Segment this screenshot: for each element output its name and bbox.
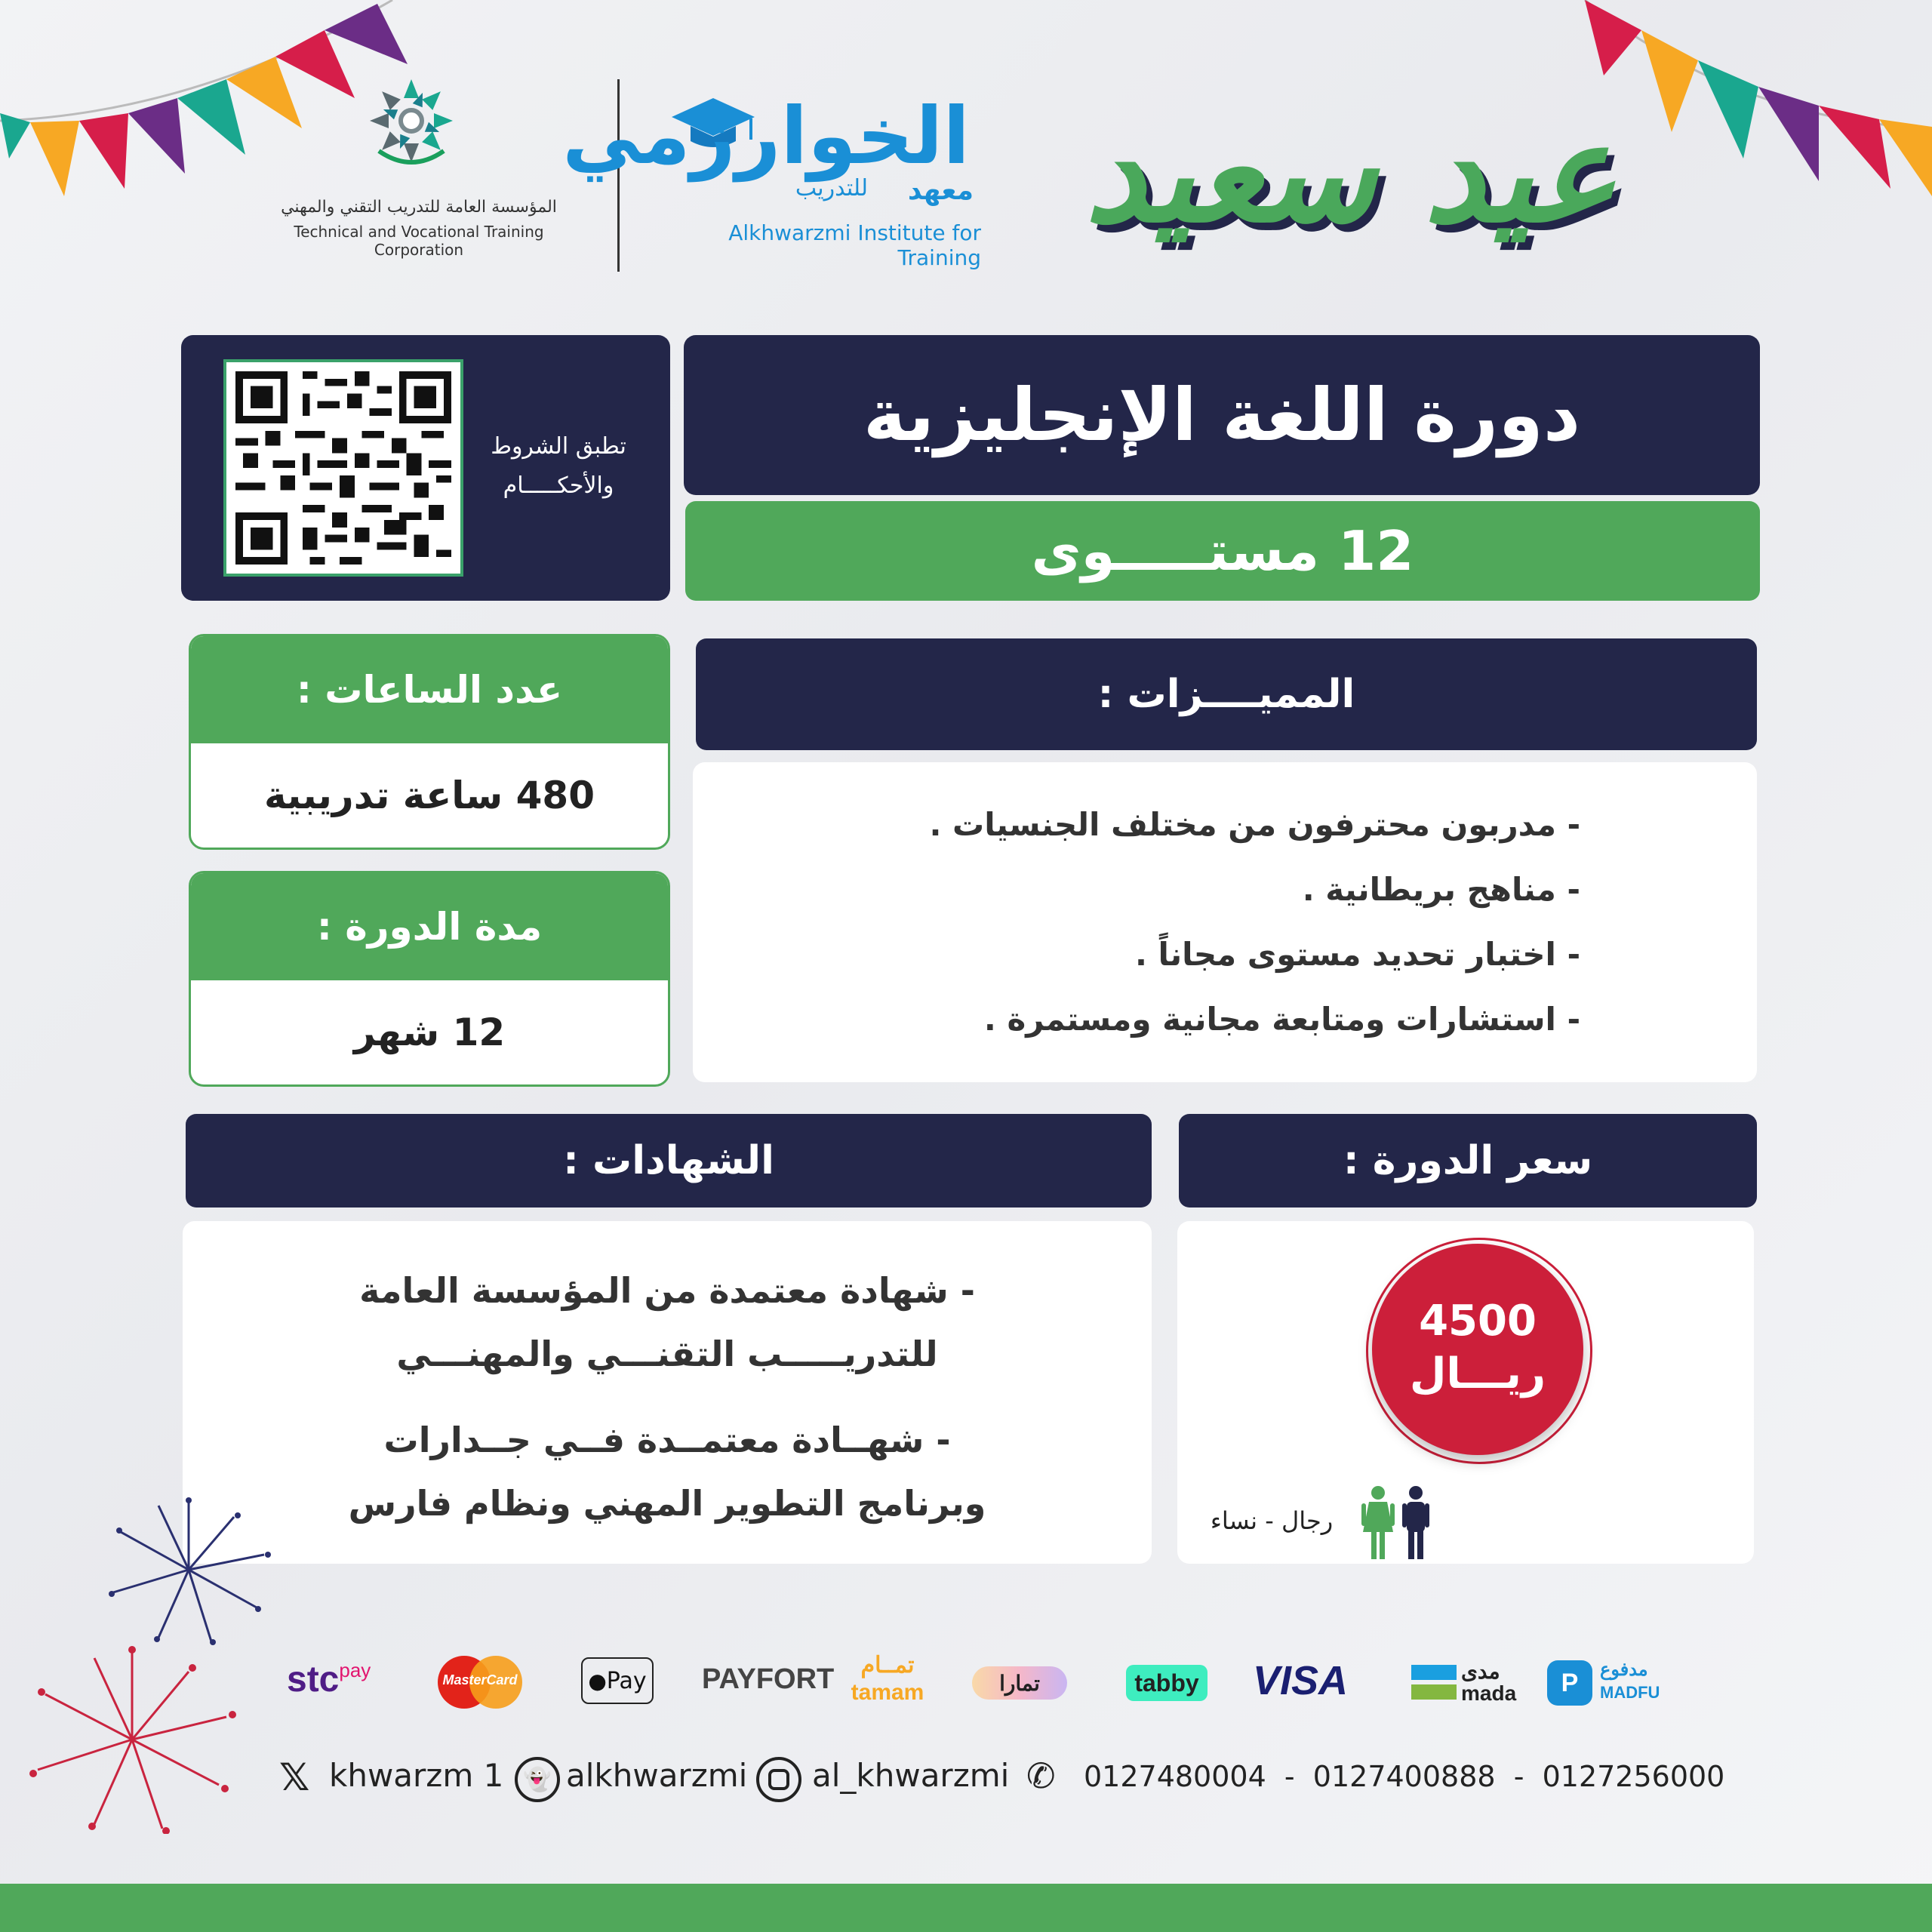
tvtc-emblem-icon: [362, 75, 460, 174]
x-handle[interactable]: khwarzm 1: [329, 1757, 504, 1794]
price-amount: 4500: [1419, 1297, 1537, 1346]
mastercard-logo: [438, 1656, 522, 1709]
visa-logo: [1253, 1657, 1348, 1704]
institute-sub2-ar: للتدريب: [795, 175, 868, 202]
stc-pay-logo: [287, 1659, 371, 1700]
fireworks-navy-icon: [98, 1494, 279, 1645]
fireworks-red-icon: [23, 1645, 242, 1834]
mada-logo: [1411, 1659, 1517, 1707]
duration-value: 12 شهر: [353, 1011, 506, 1054]
qr-card: [181, 335, 670, 601]
madfu-en: MADFU: [1600, 1683, 1660, 1702]
hours-heading: عدد الساعات :: [191, 636, 668, 743]
men-women-icon: [1355, 1485, 1438, 1561]
feature-item: - استشارات ومتابعة مجانية ومستمرة .: [983, 1001, 1580, 1038]
eid-greeting: عيد سعيد: [1084, 94, 1617, 253]
hours-card: [189, 634, 670, 850]
mada-ar: مدى: [1461, 1660, 1500, 1683]
tamam-logo: [835, 1651, 940, 1706]
qr-code-icon: [235, 371, 451, 565]
phone-numbers[interactable]: 0127480004 - 0127400888 - 0127256000: [1084, 1760, 1725, 1793]
stc-text: stc: [287, 1660, 340, 1700]
feature-item: - مناهج بريطانية .: [1302, 871, 1580, 908]
payfort-text: PAYFORT: [702, 1663, 835, 1695]
tvtc-name-en: Technical and Vocational Training Corporation: [294, 223, 544, 259]
visa-text: VISA: [1253, 1658, 1349, 1703]
price-heading: سعر الدورة :: [1179, 1114, 1757, 1208]
tamara-logo: [972, 1666, 1067, 1700]
institute-name-en: Alkhwarzmi Institute for Training: [728, 220, 981, 270]
qr-code[interactable]: [223, 359, 463, 577]
features-heading: المميــــزات :: [696, 638, 1757, 750]
features-list: [693, 762, 1757, 1082]
terms-line2: والأحكـــــام: [503, 472, 614, 499]
apple-icon: ●: [588, 1668, 607, 1694]
x-icon[interactable]: 𝕏: [279, 1755, 310, 1799]
applepay-logo: [581, 1657, 654, 1704]
course-levels: 12 مستـــــوى: [685, 501, 1760, 601]
price-audience: رجال - نساء: [1210, 1506, 1334, 1535]
course-title: دورة اللغة الإنجليزية: [684, 335, 1760, 495]
applepay-text: Pay: [606, 1667, 647, 1694]
price-badge: [1372, 1244, 1583, 1455]
institute-logo: [562, 90, 981, 270]
snapchat-handle[interactable]: alkhwarzmi: [566, 1757, 748, 1794]
madfu-ar: مدفوع: [1600, 1660, 1648, 1680]
price-card: [1177, 1221, 1754, 1564]
feature-item: - اختبار تحديد مستوى مجاناً .: [1134, 936, 1580, 973]
institute-name-ar: الخوارزمي: [562, 90, 970, 182]
snapchat-icon[interactable]: 👻: [515, 1757, 560, 1802]
certificate-line: وبرنامج التطوير المهني ونظام فارس: [348, 1483, 986, 1524]
duration-heading: مدة الدورة :: [191, 873, 668, 980]
tabby-logo: [1126, 1665, 1208, 1701]
instagram-icon[interactable]: [756, 1757, 801, 1802]
terms-line1: تطبق الشروط: [491, 433, 626, 460]
price-currency: ريـــال: [1409, 1349, 1546, 1398]
contact-row: [279, 1752, 1725, 1805]
tamam-ar: تمــام: [860, 1653, 915, 1678]
institute-sub-ar: معهد: [907, 175, 974, 206]
madfu-logo: [1547, 1659, 1668, 1707]
instagram-handle[interactable]: al_khwarzmi: [812, 1757, 1010, 1794]
tvtc-name-ar: المؤسسة العامة للتدريب التقني والمهني: [281, 198, 557, 217]
certificate-line: للتدريـــــب التقنـــي والمهنـــي: [396, 1334, 938, 1374]
feature-item: - مدربون محترفون من مختلف الجنسيات .: [929, 806, 1580, 843]
stc-pay-text: pay: [339, 1659, 371, 1681]
certificate-line: - شهــادة معتمــدة فــي جــدارات: [383, 1420, 951, 1460]
madfu-icon: P: [1547, 1660, 1592, 1706]
mada-en: mada: [1461, 1681, 1517, 1705]
certificate-line: - شهادة معتمدة من المؤسسة العامة: [359, 1270, 975, 1311]
tamam-en: tamam: [851, 1680, 924, 1705]
tamara-text: تمارا: [999, 1671, 1040, 1695]
hours-value: 480 ساعة تدريبية: [264, 774, 595, 817]
duration-card: [189, 871, 670, 1087]
certificates-heading: الشهادات :: [186, 1114, 1152, 1208]
payfort-logo: [702, 1663, 834, 1696]
mastercard-text: MasterCard: [442, 1672, 518, 1687]
tvtc-logo: [249, 75, 589, 257]
payment-methods: [279, 1653, 1668, 1713]
certificates-list: [183, 1221, 1152, 1564]
tabby-text: tabby: [1134, 1669, 1199, 1697]
phone-icon: ✆: [1026, 1755, 1056, 1796]
footer-bar: [0, 1884, 1932, 1932]
